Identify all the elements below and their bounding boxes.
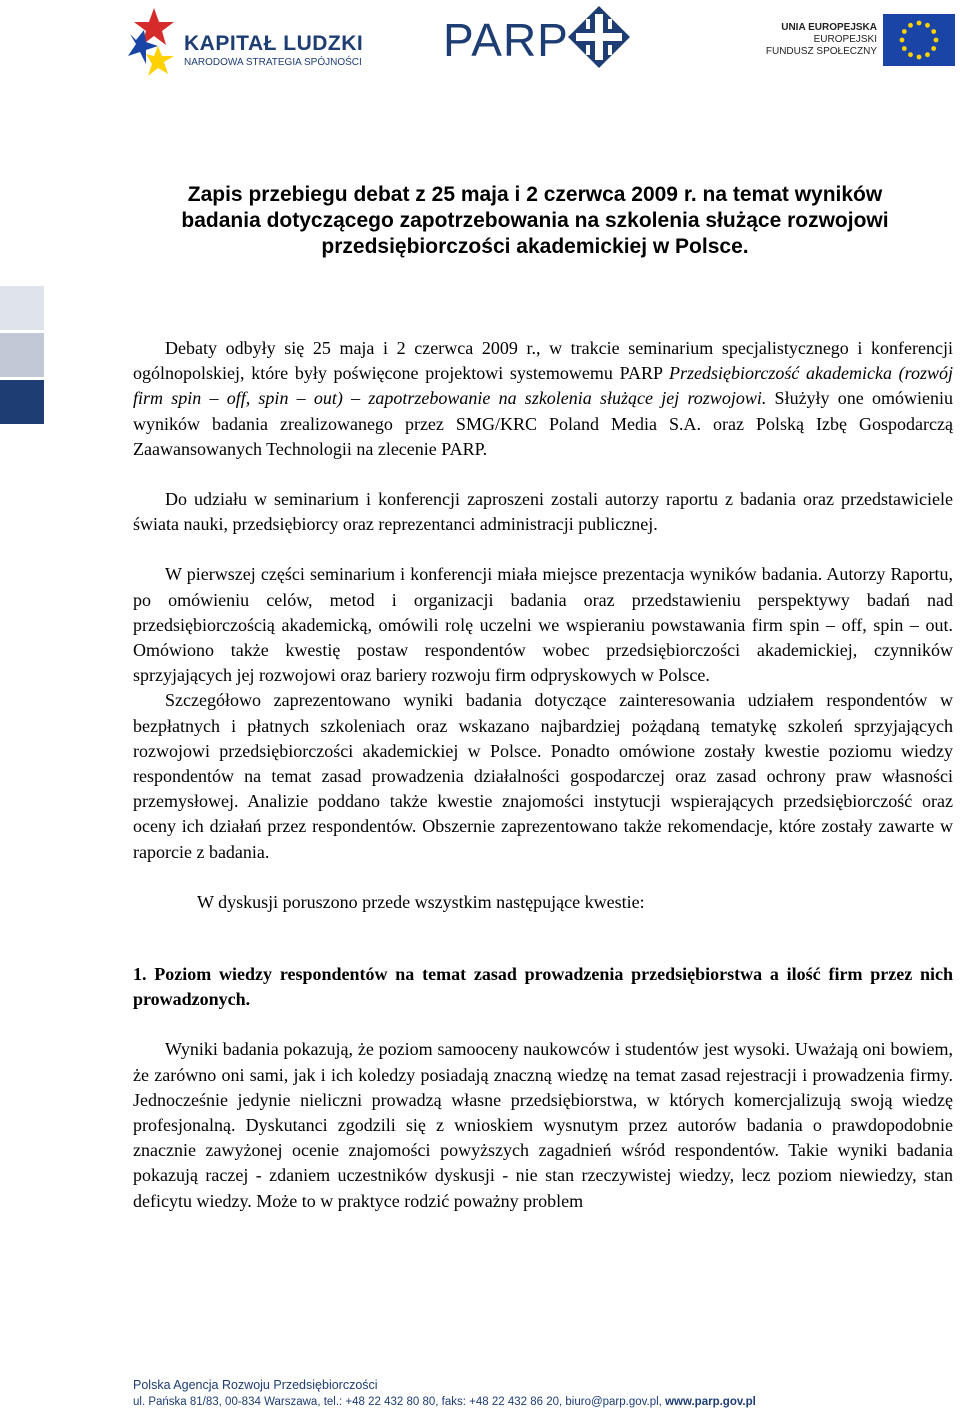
eu-line-2: EUROPEJSKI: [813, 34, 877, 45]
eu-logo-text: [766, 22, 877, 58]
footer-website-link[interactable]: www.parp.gov.pl: [665, 1396, 756, 1408]
kapital-ludzki-logo: [124, 6, 364, 78]
parp-logo: [443, 4, 655, 72]
parp-emblem-icon: [566, 4, 632, 70]
paragraph-participants: Do udziału w seminarium i konferencji zaproszeni zostali autorzy raportu z badania oraz przedstawiciele świata nauki, przedsiębiorcy oraz reprezentanci administracji publicznej.: [133, 489, 953, 535]
paragraph-details: Szczegółowo zaprezentowano wyniki badania dotyczące zainteresowania udziałem respondentów w bezpłatnych i płatnych szkoleniach oraz wskazano najbardziej pożądaną tematykę szkoleń sprzyjających rozwojowi przedsiębiorczości akademickiej w Polsce. Ponadto omówione zostały kwestie poziomu wiedzy respondentów na temat zasad prowadzenia działalności gospodarczej oraz zasad ochrony praw własności przemysłowej. Analizie poddano także kwestie znajomości instytucji wspierających przedsiębiorczość oraz oceny ich działań przez respondentów. Obszernie zaprezentowano także rekomendacje, które zostały zawarte w raporcie z badania.: [133, 690, 953, 862]
footer-address-text: ul. Pańska 81/83, 00-834 Warszawa, tel.: +48 22 432 80 80, faks: +48 22 432 86 20, biuro@parp.gov.pl,: [133, 1396, 666, 1408]
kapital-ludzki-subtitle: NARODOWA STRATEGIA SPÓJNOŚCI: [184, 57, 362, 68]
side-square-light: [0, 286, 44, 330]
side-square-dark: [0, 380, 44, 424]
kapital-ludzki-star-icon: [124, 6, 178, 78]
side-decoration: [0, 286, 44, 427]
document-body: [133, 336, 953, 1214]
eu-flag-icon: [883, 14, 955, 66]
eu-line-3: FUNDUSZ SPOŁECZNY: [765, 46, 877, 57]
side-square-mid: [0, 333, 44, 377]
parp-logo-text: PARP: [443, 14, 569, 66]
kapital-ludzki-title: KAPITAŁ LUDZKI: [184, 32, 364, 55]
footer-address: [133, 1396, 756, 1408]
eu-logo: [765, 14, 955, 66]
document-title: Zapis przebiegu debat z 25 maja i 2 czerwca 2009 r. na temat wyników badania dotyczącego zapotrzebowania na szkolenia służące rozwojowi przedsiębiorczości akademickiej w Polsce.: [181, 183, 889, 258]
section-heading-1: 1. Poziom wiedzy respondentów na temat zasad prowadzenia przedsiębiorstwa a ilość firm przez nich prowadzonych.: [133, 964, 953, 1010]
footer-organization: Polska Agencja Rozwoju Przedsiębiorczości: [133, 1378, 378, 1392]
paragraph-discussion-intro: W dyskusji poruszono przede wszystkim następujące kwestie:: [197, 891, 645, 912]
paragraph-presentation: W pierwszej części seminarium i konferencji miała miejsce prezentacja wyników badania. Autorzy Raportu, po omówieniu celów, metod i organizacji badania oraz przedstawieniu perspektywy badań nad przedsiębiorczością akademicką, omówili rolę uczelni we wspieraniu powstawania firm spin – off, spin – out. Omówiono także kwestię postaw respondentów wobec przedsiębiorczości akademickiej, czynników sprzyjających jej rozwojowi oraz bariery rozwoju firm odpryskowych w Polsce.: [133, 564, 953, 686]
paragraph-intro-part-a: Debaty odbyły się 25 maja i 2 czerwca 2009 r., w trakcie seminarium specjalistycznego i konferencji ogólnopolskiej, które były poświęcone projektowi systemowemu PARP: [133, 338, 953, 384]
paragraph-intro: [133, 336, 953, 462]
project-title-italic: Przedsiębiorczość akademicka (rozwój firm spin – off, spin – out) – zapotrzebowanie na szkolenia służące jej rozwojowi.: [133, 363, 954, 409]
paragraph-intro-part-b: Służyły one omówieniu wyników badania zrealizowanego przez SMG/KRC Poland Media S.A. oraz Polską Izbę Gospodarczą Zaawansowanych Technologii na zlecenie PARP.: [133, 388, 953, 459]
page-footer: [133, 1378, 756, 1408]
paragraph-findings: Wyniki badania pokazują, że poziom samooceny naukowców i studentów jest wysoki. Uważają oni bowiem, że zarówno oni sami, jak i ich koledzy posiadają znaczną wiedzę na temat zasad rejestracji i prowadzenia firmy. Jednocześnie jedynie nieliczni prowadzą własne przedsiębiorstwa, w których komercjalizują swoją wiedzę profesjonalną. Dyskutanci zgodzili się z wnioskiem wysnutym przez autorów badania o prawdopodobnie znacznie zawyżonej ocenie znajomości powyższych zagadnień wśród respondentów. Takie wyniki badania pokazują raczej - zdaniem uczestników dyskusji - nie stan rzeczywistej wiedzy, lecz poziom niewiedzy, stan deficytu wiedzy. Może to w praktyce rodzić poważny problem: [133, 1039, 953, 1211]
eu-line-1: UNIA EUROPEJSKA: [781, 22, 877, 33]
